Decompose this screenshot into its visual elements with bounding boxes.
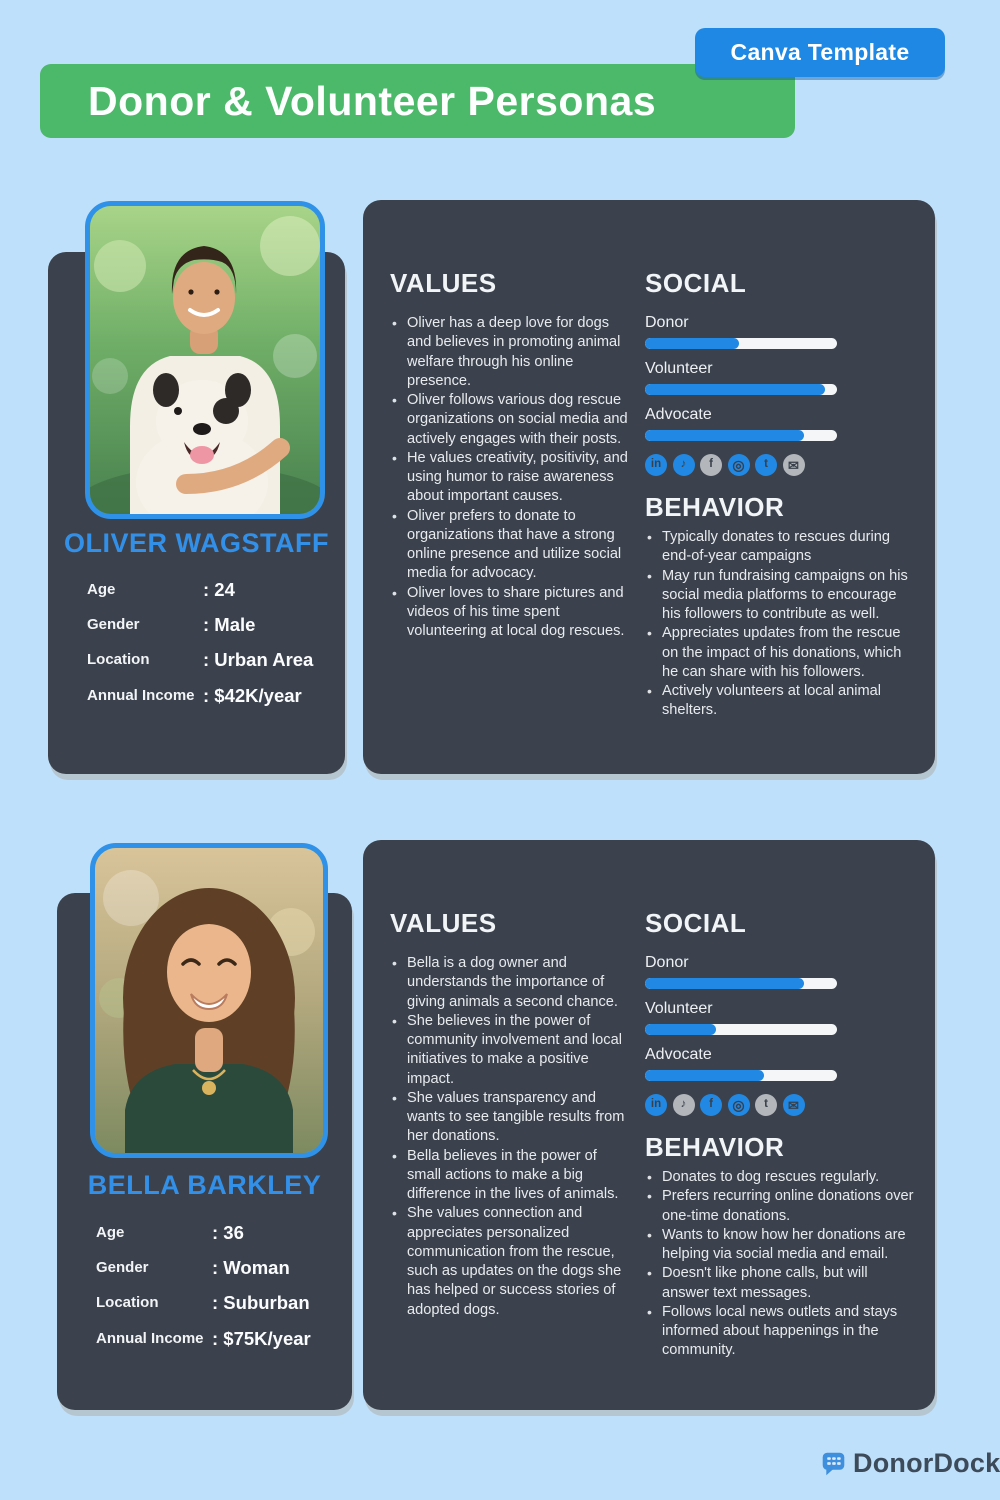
social-bar-donor [645,314,917,349]
demo-value: : $42K/year [203,685,302,706]
persona-name: BELLA BARKLEY [87,1170,322,1200]
social-icons-row [645,1094,917,1116]
values-heading: VALUES [390,268,497,298]
social-bar-donor [645,954,917,989]
linkedin-icon: in [645,454,667,476]
persona-photo-oliver [85,201,325,519]
bar-fill [645,978,804,989]
bar-label: Advocate [645,406,712,423]
values-list [390,954,632,1320]
list-item: • Typically donates to rescues during end-of-year campaigns [645,528,917,567]
list-item: • She values transparency and wants to see tangible results from her donations. [390,1089,632,1147]
list-item: • Oliver prefers to donate to organizations that have a strong online presence and utilize social media for advocacy. [390,507,632,584]
list-item: • Wants to know how her donations are helping via social media and email. [645,1226,917,1265]
instagram-icon: ◎ [728,1094,750,1116]
demo-label: Gender [96,1259,149,1276]
social-heading: SOCIAL [645,268,747,298]
photo-illustration-man-with-dog [90,206,320,514]
bar-track [645,430,837,441]
bar-track [645,1070,837,1081]
demo-label: Age [87,581,116,598]
demo-label: Location [87,651,150,668]
page-title: Donor & Volunteer Personas [88,77,657,124]
behavior-list [645,1168,917,1361]
values-heading: VALUES [390,908,497,938]
bar-fill [645,338,739,349]
list-item: • Oliver follows various dog rescue organizations on social media and actively engages with their posts. [390,391,632,449]
tumblr-icon: t [755,454,777,476]
social-bars [645,954,917,1081]
behavior-list [645,528,917,721]
values-section [390,270,632,641]
bar-label: Volunteer [645,360,713,377]
bar-fill [645,430,804,441]
bar-track [645,978,837,989]
demo-label: Annual Income [96,1330,204,1347]
list-item: • Doesn't like phone calls, but will answer text messages. [645,1264,917,1303]
list-item: • Appreciates updates from the rescue on the impact of his donations, which he can share with his followers. [645,624,917,682]
social-section [645,910,917,1361]
persona-name: OLIVER WAGSTAFF [64,528,329,558]
bar-track [645,1024,837,1035]
demo-value: : Urban Area [203,649,314,670]
persona-details-card-oliver [363,200,935,774]
bar-fill [645,1070,764,1081]
donordock-wordmark: DonorDock [853,1448,1000,1478]
bar-track [645,384,837,395]
persona-details-card-bella [363,840,935,1410]
demo-value: : 24 [203,579,235,600]
social-bar-advocate [645,1046,917,1081]
tiktok-icon: ♪ [673,454,695,476]
facebook-icon: f [700,1094,722,1116]
demo-label: Annual Income [87,687,195,704]
social-section [645,270,917,721]
social-bar-advocate [645,406,917,441]
social-bars [645,314,917,441]
social-bar-volunteer [645,1000,917,1035]
facebook-icon: f [700,454,722,476]
demo-value: : Woman [212,1257,290,1278]
title-bar [40,64,795,138]
demo-value: : $75K/year [212,1328,311,1349]
list-item: • Prefers recurring online donations over one-time donations. [645,1187,917,1226]
instagram-icon: ◎ [728,454,750,476]
demo-label: Location [96,1294,159,1311]
list-item: • Oliver loves to share pictures and videos of his time spent volunteering at local dog rescues. [390,584,632,642]
bar-fill [645,1024,716,1035]
list-item: • She values connection and appreciates personalized communication from the rescue, such as updates on the dogs she has helped or success stories of adopted dogs. [390,1204,632,1320]
canva-template-badge: Canva Template [695,28,945,77]
list-item: • Follows local news outlets and stays informed about happenings in the community. [645,1303,917,1361]
list-item: • Bella believes in the power of small actions to make a big difference in the lives of animals. [390,1147,632,1205]
list-item: • Actively volunteers at local animal shelters. [645,682,917,721]
values-list [390,314,632,641]
tiktok-icon: ♪ [673,1094,695,1116]
values-section [390,910,632,1320]
list-item: • Donates to dog rescues regularly. [645,1168,917,1187]
list-item: • Bella is a dog owner and understands the importance of giving animals a second chance. [390,954,632,1012]
email-icon: ✉ [783,1094,805,1116]
behavior-heading: BEHAVIOR [645,492,785,522]
bar-label: Volunteer [645,1000,713,1017]
bar-track [645,338,837,349]
demo-value: : Male [203,614,256,635]
tumblr-icon: t [755,1094,777,1116]
bar-label: Donor [645,954,689,971]
bar-label: Donor [645,314,689,331]
demo-value: : 36 [212,1222,244,1243]
list-item: • May run fundraising campaigns on his social media platforms to encourage his followers to contribute as well. [645,567,917,625]
demo-value: : Suburban [212,1292,310,1313]
email-icon: ✉ [783,454,805,476]
persona-photo-bella [90,843,328,1158]
donordock-logo-icon [820,1450,847,1477]
demo-label: Gender [87,616,140,633]
linkedin-icon: in [645,1094,667,1116]
social-icons-row [645,454,917,476]
list-item: • Oliver has a deep love for dogs and believes in promoting animal welfare through his online presence. [390,314,632,391]
bar-label: Advocate [645,1046,712,1063]
demo-label: Age [96,1224,125,1241]
donordock-brand [820,1448,1000,1479]
list-item: • She believes in the power of community involvement and local initiatives to make a positive impact. [390,1012,632,1089]
social-bar-volunteer [645,360,917,395]
photo-illustration-smiling-woman [95,848,323,1153]
social-heading: SOCIAL [645,908,747,938]
list-item: • He values creativity, positivity, and using humor to raise awareness about important causes. [390,449,632,507]
bar-fill [645,384,825,395]
behavior-heading: BEHAVIOR [645,1132,785,1162]
